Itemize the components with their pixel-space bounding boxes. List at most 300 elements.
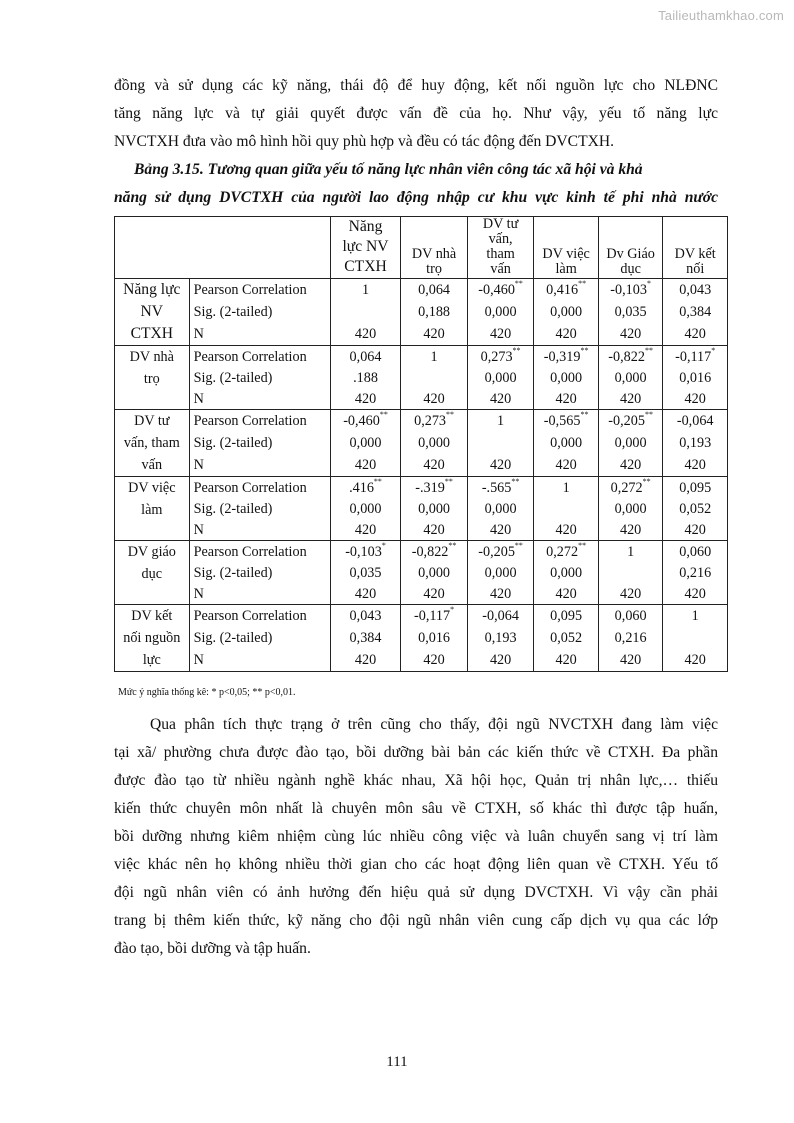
body-paragraph <box>114 711 718 963</box>
statistic-label: Sig. (2-tailed) <box>189 498 330 519</box>
value-cell <box>598 279 663 302</box>
cell-value: -.565 <box>481 479 512 496</box>
statistic-label: Sig. (2-tailed) <box>189 432 330 454</box>
value-cell <box>401 477 468 499</box>
table-row <box>115 301 728 323</box>
table-row <box>115 562 728 583</box>
cell-value: 1 <box>627 543 635 560</box>
cell-value: 420 <box>489 456 512 473</box>
value-cell <box>534 454 599 477</box>
cell-value: 0,043 <box>679 282 712 298</box>
table-row <box>115 279 728 302</box>
significance-marker: ** <box>644 410 653 420</box>
cell-value: -0,319 <box>543 348 581 365</box>
value-cell <box>663 410 728 433</box>
value-cell <box>330 541 401 563</box>
column-header <box>663 217 728 279</box>
body-line: Qua phân tích thực trạng ở trên cũng cho thấy, đội ngũ NVCTXH đang làm việc <box>150 716 718 733</box>
value-cell <box>663 605 728 628</box>
significance-marker: * <box>711 345 716 355</box>
value-cell <box>598 388 663 410</box>
variable-label-line: DV giáo <box>127 544 176 560</box>
value-cell <box>663 498 728 519</box>
significance-marker: * <box>450 605 455 615</box>
significance-marker: ** <box>580 410 589 420</box>
value-cell <box>534 605 599 628</box>
value-cell <box>467 562 534 583</box>
value-cell <box>467 541 534 563</box>
cell-value: 0,095 <box>679 479 712 496</box>
caption-line: Bảng 3.15. Tương quan giữa yếu tố năng lực nhân viên công tác xã hội và khả <box>134 161 643 178</box>
column-header-line: DV việc <box>542 246 590 262</box>
table-row <box>115 498 728 519</box>
body-line: tại xã/ phường chưa được đào tạo, bồi dưỡng bài bản các kiến thức về CTXH. Đa phần <box>114 744 718 761</box>
variable-label-line: CTXH <box>130 325 174 342</box>
variable-label <box>115 410 190 477</box>
value-cell <box>663 562 728 583</box>
value-cell <box>467 454 534 477</box>
cell-value: 0,016 <box>418 629 451 646</box>
table-row <box>115 388 728 410</box>
value-cell <box>663 346 728 368</box>
cell-value: 420 <box>555 456 577 473</box>
cell-value: 0,216 <box>679 564 712 581</box>
value-cell <box>663 583 728 605</box>
cell-value: 0,193 <box>679 434 712 451</box>
body-line: trang bị thêm kiến thức, kỹ năng cho đội ngũ nhân viên cung cấp dịch vụ qua các lớp <box>114 912 718 929</box>
variable-label-line: Năng lực <box>123 281 181 298</box>
value-cell <box>401 498 468 519</box>
cell-value: -.319 <box>415 479 445 496</box>
significance-marker: ** <box>379 410 388 420</box>
cell-value: 420 <box>423 651 445 668</box>
value-cell <box>534 432 599 454</box>
cell-value: 420 <box>619 325 642 342</box>
cell-value: 0,384 <box>349 629 382 646</box>
table-row <box>115 410 728 433</box>
cell-value: 0,052 <box>550 629 583 646</box>
cell-value: 0,035 <box>614 303 647 320</box>
statistic-label: Sig. (2-tailed) <box>189 627 330 649</box>
table-row <box>115 367 728 388</box>
cell-value: 420 <box>423 585 445 602</box>
value-cell <box>330 519 401 541</box>
value-cell <box>534 346 599 368</box>
cell-value: 420 <box>423 325 445 342</box>
value-cell <box>330 388 401 410</box>
cell-value: -0,064 <box>482 608 519 624</box>
significance-marker: ** <box>514 279 523 289</box>
value-cell <box>401 388 468 410</box>
significance-marker: ** <box>578 540 587 550</box>
variable-label-line: vấn, tham <box>123 435 180 451</box>
watermark: Tailieuthamkhao.com <box>658 8 784 23</box>
cell-value: 0,000 <box>349 434 382 451</box>
value-cell <box>330 627 401 649</box>
variable-label-line: DV nhà <box>129 349 174 365</box>
cell-value: 0,000 <box>484 500 517 517</box>
variable-label-line: NV <box>140 303 164 320</box>
value-cell <box>663 323 728 346</box>
cell-value: 1 <box>562 479 570 496</box>
significance-marker: ** <box>448 540 457 550</box>
value-cell <box>663 454 728 477</box>
table-row <box>115 323 728 346</box>
column-header-line: vấn <box>490 261 511 277</box>
value-cell <box>534 627 599 649</box>
cell-value: 0,193 <box>484 629 517 646</box>
value-cell <box>467 346 534 368</box>
cell-value: 420 <box>423 390 445 407</box>
value-cell <box>598 627 663 649</box>
intro-paragraph <box>114 72 718 156</box>
value-cell <box>401 323 468 346</box>
cell-value: 420 <box>684 651 706 668</box>
statistic-label: N <box>189 454 330 477</box>
table-row <box>115 519 728 541</box>
cell-value: 0,064 <box>349 348 382 365</box>
cell-value: 420 <box>354 325 377 342</box>
statistic-label: N <box>189 323 330 346</box>
value-cell <box>534 583 599 605</box>
cell-value: 420 <box>555 651 577 668</box>
cell-value: 420 <box>354 456 377 473</box>
table-caption <box>114 156 718 212</box>
cell-value: 420 <box>619 651 642 668</box>
cell-value: 0,416 <box>546 282 579 298</box>
column-header-line: DV kết <box>674 246 716 262</box>
intro-line: đồng và sử dụng các kỹ năng, thái độ để huy động, kết nối nguồn lực cho NLĐNC <box>114 77 718 94</box>
value-cell <box>467 649 534 672</box>
cell-value: 420 <box>354 390 377 407</box>
cell-value: 0,052 <box>679 500 712 517</box>
value-cell <box>598 432 663 454</box>
body-line: bồi dưỡng nhưng kiêm nhiệm cùng lúc nhiều công việc và luân chuyển sang vị trí làm <box>114 828 718 845</box>
variable-label <box>115 346 190 410</box>
cell-value: 0,095 <box>550 608 583 624</box>
value-cell <box>467 605 534 628</box>
cell-value: -0,103 <box>345 543 382 560</box>
cell-value: 0,000 <box>614 369 647 386</box>
cell-value: 0,000 <box>550 303 583 320</box>
cell-value: -0,460 <box>343 413 380 429</box>
value-cell <box>401 541 468 563</box>
column-header <box>534 217 599 279</box>
statistic-label: Pearson Correlation <box>189 346 330 368</box>
value-cell <box>467 367 534 388</box>
cell-value: 420 <box>423 456 445 473</box>
cell-value: 0,216 <box>614 629 647 646</box>
cell-value: 1 <box>691 608 699 624</box>
value-cell <box>330 323 401 346</box>
variable-label-line: DV kết <box>131 608 173 624</box>
value-cell <box>467 477 534 499</box>
table-row <box>115 346 728 368</box>
cell-value: 420 <box>555 325 577 342</box>
cell-value: 0,000 <box>614 500 647 517</box>
value-cell <box>467 410 534 433</box>
value-cell <box>401 279 468 302</box>
significance-marker: * <box>381 540 386 550</box>
cell-value: 0,000 <box>349 500 382 517</box>
cell-value: 420 <box>555 521 577 538</box>
cell-value: 1 <box>430 348 438 365</box>
body-line: việc khác nên họ không nhiều thời gian cho các hoạt động liên quan về CTXH. Yếu tố <box>114 856 718 873</box>
value-cell <box>401 367 468 388</box>
value-cell <box>330 583 401 605</box>
value-cell <box>401 432 468 454</box>
value-cell <box>534 367 599 388</box>
table-row <box>115 605 728 628</box>
significance-marker: ** <box>512 345 521 355</box>
cell-value: 420 <box>619 456 642 473</box>
cell-value: 420 <box>684 456 706 473</box>
cell-value: -0,064 <box>676 413 714 429</box>
statistic-label: Pearson Correlation <box>189 605 330 628</box>
cell-value: 0,035 <box>349 564 382 581</box>
statistic-label: Sig. (2-tailed) <box>189 562 330 583</box>
variable-label <box>115 279 190 346</box>
value-cell <box>534 388 599 410</box>
variable-label-line: DV tư <box>134 413 170 429</box>
value-cell <box>401 346 468 368</box>
value-cell <box>598 498 663 519</box>
cell-value: 420 <box>684 585 706 602</box>
significance-marker: ** <box>373 476 382 486</box>
cell-value: .188 <box>353 369 378 386</box>
column-header-line: làm <box>555 261 577 277</box>
cell-value: 1 <box>361 282 370 298</box>
value-cell <box>598 649 663 672</box>
cell-value: 420 <box>489 585 512 602</box>
value-cell <box>401 301 468 323</box>
value-cell <box>534 649 599 672</box>
column-header-line: dục <box>620 261 641 277</box>
statistic-label: Pearson Correlation <box>189 477 330 499</box>
cell-value: 0,000 <box>550 564 583 581</box>
value-cell <box>534 519 599 541</box>
body-line: kiến thức chuyên môn nhất là chuyên môn sâu về CTXH, số khác thì được tập huấn, <box>114 800 718 817</box>
cell-value: 0,188 <box>418 303 451 320</box>
cell-value: 420 <box>619 521 642 538</box>
value-cell <box>467 583 534 605</box>
cell-value: 0,000 <box>614 434 647 451</box>
value-cell <box>663 432 728 454</box>
significance-marker: ** <box>511 476 520 486</box>
value-cell <box>467 279 534 302</box>
cell-value: 420 <box>555 585 577 602</box>
column-header-line: tham <box>486 246 515 262</box>
cell-value: 0,060 <box>679 543 712 560</box>
value-cell <box>598 605 663 628</box>
cell-value: 0,064 <box>418 282 451 298</box>
value-cell <box>467 323 534 346</box>
cell-value: 420 <box>684 390 706 407</box>
value-cell <box>663 477 728 499</box>
value-cell <box>534 477 599 499</box>
cell-value: 420 <box>354 585 377 602</box>
cell-value: -0,205 <box>608 413 645 429</box>
significance-marker: ** <box>444 476 453 486</box>
cell-value: 0,000 <box>418 500 451 517</box>
body-line: được đào tạo từ nhiều ngành nghề khác nhau, Xã hội học, Quản trị nhân lực,… thiếu <box>114 772 718 789</box>
value-cell <box>401 605 468 628</box>
cell-value: 420 <box>619 390 642 407</box>
statistic-label: Pearson Correlation <box>189 279 330 302</box>
value-cell <box>534 498 599 519</box>
statistic-label: N <box>189 519 330 541</box>
column-header-line: lực NV <box>342 238 389 255</box>
value-cell <box>401 519 468 541</box>
value-cell <box>598 541 663 563</box>
cell-value: 1 <box>497 413 505 429</box>
value-cell <box>663 301 728 323</box>
variable-label <box>115 477 190 541</box>
variable-label <box>115 541 190 605</box>
cell-value: .416 <box>349 479 374 496</box>
cell-value: 0,043 <box>349 608 382 624</box>
value-cell <box>598 477 663 499</box>
page-number: 111 <box>386 1054 408 1070</box>
table-row <box>115 583 728 605</box>
column-header <box>467 217 534 279</box>
significance-marker: ** <box>642 476 651 486</box>
cell-value: 420 <box>684 521 706 538</box>
column-header-line: Năng <box>348 218 383 235</box>
value-cell <box>467 519 534 541</box>
cell-value: -0,822 <box>608 348 645 365</box>
value-cell <box>534 301 599 323</box>
correlation-table <box>114 216 728 672</box>
value-cell <box>330 477 401 499</box>
cell-value: 420 <box>354 651 377 668</box>
value-cell <box>467 432 534 454</box>
cell-value: 0,384 <box>679 303 712 320</box>
significance-marker: ** <box>446 410 455 420</box>
value-cell <box>663 627 728 649</box>
cell-value: 420 <box>555 390 577 407</box>
value-cell <box>401 562 468 583</box>
variable-label-line: nối nguồn <box>123 630 181 646</box>
body-line: đào tạo, bồi dưỡng và tập huấn. <box>114 940 311 957</box>
variable-label-line: dục <box>141 566 163 582</box>
cell-value: 420 <box>489 390 512 407</box>
value-cell <box>534 323 599 346</box>
value-cell <box>598 583 663 605</box>
value-cell <box>330 279 401 302</box>
cell-value: 0,000 <box>484 303 517 320</box>
column-header-line: DV nhà <box>411 246 457 262</box>
column-header <box>598 217 663 279</box>
cell-value: 420 <box>354 521 377 538</box>
cell-value: 0,000 <box>484 369 517 386</box>
column-header <box>330 217 401 279</box>
value-cell <box>598 346 663 368</box>
value-cell <box>467 627 534 649</box>
value-cell <box>330 301 401 323</box>
value-cell <box>598 562 663 583</box>
value-cell <box>598 323 663 346</box>
cell-value: 420 <box>489 325 512 342</box>
table-header-row <box>115 217 728 279</box>
value-cell <box>330 432 401 454</box>
cell-value: -0,117 <box>414 608 451 624</box>
cell-value: 0,000 <box>418 434 451 451</box>
value-cell <box>401 454 468 477</box>
significance-marker: ** <box>514 540 523 550</box>
cell-value: -0,103 <box>610 282 647 298</box>
variable-label <box>115 605 190 672</box>
cell-value: -0,205 <box>478 543 515 560</box>
value-cell <box>330 605 401 628</box>
column-header <box>401 217 468 279</box>
statistic-label: N <box>189 388 330 410</box>
table-row <box>115 477 728 499</box>
cell-value: 0,273 <box>414 413 447 429</box>
cell-value: 420 <box>684 325 706 342</box>
significance-marker: * <box>646 279 651 289</box>
statistic-label: Pearson Correlation <box>189 541 330 563</box>
header-corner <box>115 217 331 279</box>
cell-value: 0,000 <box>550 434 583 451</box>
table-row <box>115 649 728 672</box>
value-cell <box>330 410 401 433</box>
column-header-line: nối <box>686 261 705 277</box>
value-cell <box>663 519 728 541</box>
column-header-line: DV tư <box>482 216 519 232</box>
caption-line: năng sử dụng DVCTXH của người lao động nhập cư khu vực kinh tế phi nhà nước <box>114 189 718 206</box>
column-header-line: Dv Giáo <box>606 246 655 262</box>
value-cell <box>330 562 401 583</box>
statistic-label: Pearson Correlation <box>189 410 330 433</box>
table-row <box>115 541 728 563</box>
variable-label-line: trọ <box>143 371 160 387</box>
value-cell <box>401 410 468 433</box>
value-cell <box>598 410 663 433</box>
cell-value: 420 <box>489 651 512 668</box>
significance-note: Mức ý nghĩa thống kê: * p<0,05; ** p<0,01. <box>118 687 296 698</box>
value-cell <box>401 627 468 649</box>
cell-value: -0,822 <box>411 543 449 560</box>
cell-value: -0,460 <box>478 282 515 298</box>
intro-line: NVCTXH đưa vào mô hình hồi quy phù hợp và đều có tác động đến DVCTXH. <box>114 133 615 150</box>
column-header-line: CTXH <box>344 258 387 275</box>
value-cell <box>598 519 663 541</box>
cell-value: 0,060 <box>614 608 647 624</box>
value-cell <box>401 649 468 672</box>
column-header-line: vấn, <box>488 231 513 247</box>
variable-label-line: DV việc <box>128 480 176 496</box>
value-cell <box>330 454 401 477</box>
significance-marker: ** <box>580 345 589 355</box>
value-cell <box>598 301 663 323</box>
value-cell <box>330 498 401 519</box>
body-line: đội ngũ nhân viên có ảnh hưởng đến hiệu quả sử dụng DVCTXH. Vì vậy cần phải <box>114 884 718 901</box>
value-cell <box>663 541 728 563</box>
variable-label-line: làm <box>141 502 163 518</box>
intro-line: tăng năng lực và tự giải quyết được vấn đề của họ. Như vậy, yếu tố năng lực <box>114 105 718 122</box>
value-cell <box>534 541 599 563</box>
variable-label-line: lực <box>142 652 161 668</box>
value-cell <box>663 367 728 388</box>
value-cell <box>330 367 401 388</box>
cell-value: 0,272 <box>546 543 579 560</box>
cell-value: 420 <box>423 521 445 538</box>
value-cell <box>534 410 599 433</box>
cell-value: -0,117 <box>675 348 712 365</box>
cell-value: 420 <box>619 585 642 602</box>
value-cell <box>330 346 401 368</box>
